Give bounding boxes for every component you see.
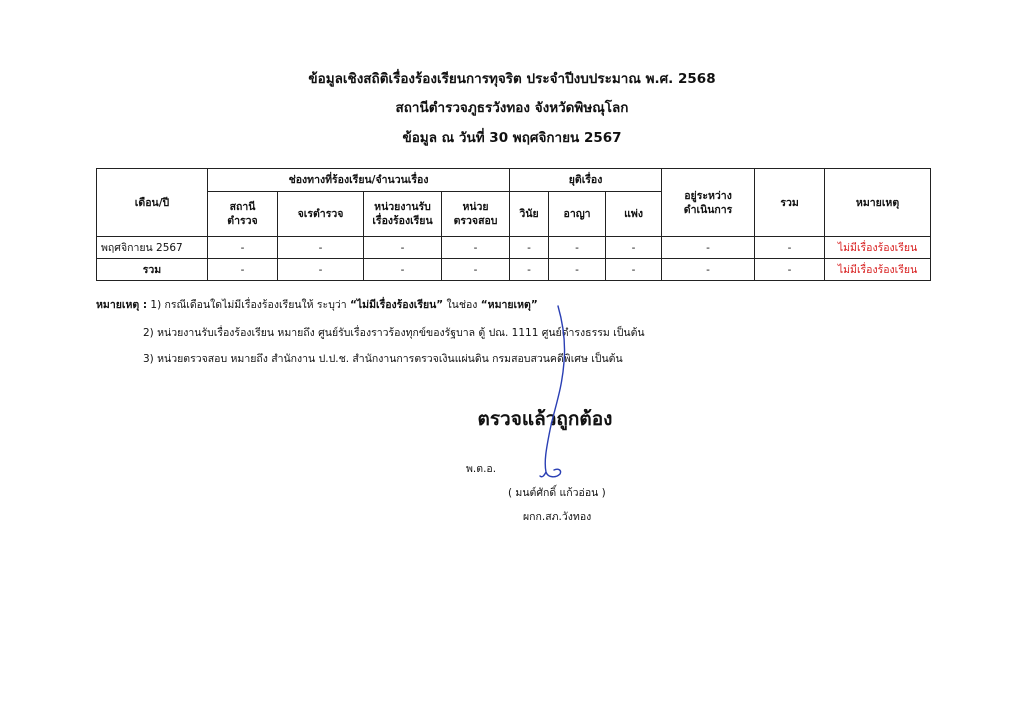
note-2: 2) หน่วยงานรับเรื่องร้องเรียน หมายถึง ศูนย์รับเรื่องราวร้องทุกข์ของรัฐบาล ตู้ ปณ. 1111 ศูนย์ดำรงธรรม เป็นต้น — [143, 327, 645, 339]
cell-station: - — [208, 237, 278, 259]
cell-police: - — [278, 259, 364, 281]
cell-total: - — [755, 259, 825, 281]
cell-total: - — [755, 237, 825, 259]
header-in-progress-line2: ดำเนินการ — [683, 203, 733, 216]
header-in-progress-line1: อยู่ระหว่าง — [684, 189, 732, 202]
header-receiving-unit — [364, 192, 442, 237]
notes-label: หมายเหตุ : — [96, 299, 148, 311]
table-row — [97, 237, 931, 259]
row-total-label: รวม — [97, 259, 208, 281]
handwritten-signature-icon — [500, 300, 590, 485]
header-remark: หมายเหตุ — [825, 169, 931, 237]
cell-receiving: - — [364, 259, 442, 281]
cell-civil: - — [606, 259, 662, 281]
header-receiving-unit-line2: เรื่องร้องเรียน — [372, 215, 433, 227]
station-name: สถานีตำรวจภูธรวังทอง จังหวัดพิษณุโลก — [395, 100, 629, 116]
header-criminal: อาญา — [549, 192, 606, 237]
note-3: 3) หน่วยตรวจสอบ หมายถึง สำนักงาน ป.ป.ช. สำนักงานการตรวจเงินแผ่นดิน กรมสอบสวนคดีพิเศษ เป็นต้น — [143, 353, 623, 365]
header-total: รวม — [755, 169, 825, 237]
cell-audit: - — [442, 237, 510, 259]
header-civil: แพ่ง — [606, 192, 662, 237]
signer-name: ( มนต์ศักดิ์ แก้วอ่อน ) — [508, 487, 606, 499]
cell-discipline: - — [510, 237, 549, 259]
header-receiving-unit-line1: หน่วยงานรับ — [374, 201, 431, 213]
header-audit-unit-line1: หน่วย — [462, 201, 489, 213]
cell-station: - — [208, 259, 278, 281]
report-title: ข้อมูลเชิงสถิติเรื่องร้องเรียนการทุจริต ประจำปีงบประมาณ พ.ศ. 2568 — [308, 71, 716, 87]
verified-correct-stamp: ตรวจแล้วถูกต้อง — [477, 408, 613, 430]
note-1-text-b: “ไม่มีเรื่องร้องเรียน” — [349, 299, 444, 311]
table-row-total — [97, 259, 931, 281]
note-1-text-c: ในช่อง — [443, 299, 481, 311]
cell-in-progress: - — [662, 259, 755, 281]
header-police-inspector: จเรตำรวจ — [278, 192, 364, 237]
note-1-text-d: “หมายเหตุ” — [480, 299, 538, 311]
cell-police: - — [278, 237, 364, 259]
header-station-line1: สถานี — [229, 201, 256, 213]
cell-in-progress: - — [662, 237, 755, 259]
header-discipline: วินัย — [510, 192, 549, 237]
header-station-line2: ตำรวจ — [227, 215, 258, 227]
cell-civil: - — [606, 237, 662, 259]
note-1 — [96, 298, 538, 312]
header-complaint-channels: ช่องทางที่ร้องเรียน/จำนวนเรื่อง — [208, 169, 510, 192]
complaint-statistics-table — [96, 168, 931, 281]
cell-criminal: - — [549, 259, 606, 281]
signer-rank: พ.ต.อ. — [466, 463, 497, 475]
signature-stroke — [540, 306, 565, 477]
note-1-text-a: 1) กรณีเดือนใดไม่มีเรื่องร้องเรียนให้ ระบุว่า — [147, 299, 350, 311]
header-row-1 — [97, 169, 931, 192]
header-audit-unit-line2: ตรวจสอบ — [453, 215, 498, 227]
row-month-label: พฤศจิกายน 2567 — [97, 237, 208, 259]
cell-receiving: - — [364, 237, 442, 259]
cell-remark: ไม่มีเรื่องร้องเรียน — [825, 259, 931, 281]
cell-discipline: - — [510, 259, 549, 281]
data-as-of-date: ข้อมูล ณ วันที่ 30 พฤศจิกายน 2567 — [402, 130, 622, 146]
header-station — [208, 192, 278, 237]
cell-criminal: - — [549, 237, 606, 259]
header-audit-unit — [442, 192, 510, 237]
header-in-progress — [662, 169, 755, 237]
cell-remark: ไม่มีเรื่องร้องเรียน — [825, 237, 931, 259]
cell-audit: - — [442, 259, 510, 281]
header-month: เดือน/ปี — [97, 169, 208, 237]
signer-position: ผกก.สภ.วังทอง — [523, 511, 592, 523]
header-case-closed: ยุติเรื่อง — [510, 169, 662, 192]
